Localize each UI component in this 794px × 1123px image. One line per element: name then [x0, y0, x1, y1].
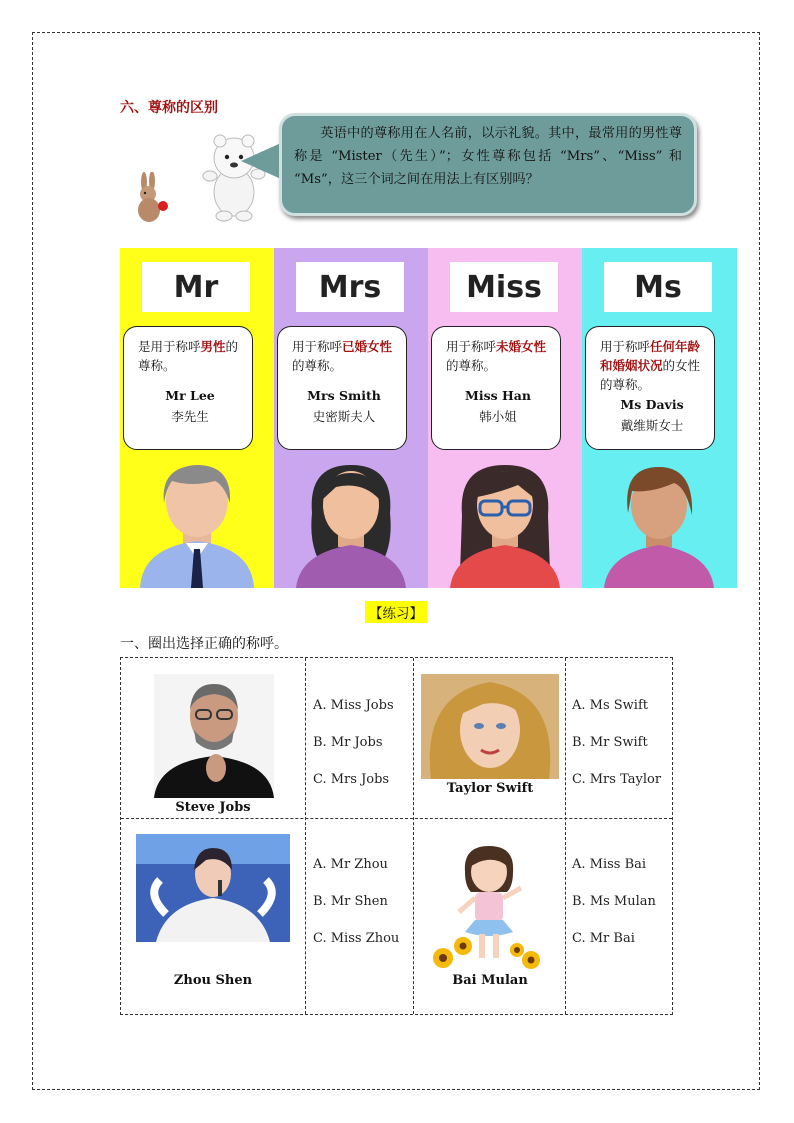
option-a[interactable]: A. Mr Zhou — [313, 857, 388, 872]
person-name: Zhou Shen — [173, 973, 253, 988]
title-sign: Ms — [604, 262, 712, 312]
intro-text: 英语中的尊称用在人名前，以示礼貌。其中，最常用的男性尊称是 “Mister（先生）”；女性尊称包括 “Mrs”、“Miss” 和 “Ms”，这三个词之间在用法上有区别吗？ — [294, 126, 682, 187]
desc-text: 的尊称。 — [446, 358, 497, 373]
option-c[interactable]: C. Mrs Jobs — [313, 772, 390, 787]
option-b[interactable]: B. Mr Swift — [572, 735, 648, 750]
title-sign: Mr — [142, 262, 250, 312]
practice-grid — [120, 657, 673, 1015]
definition-card — [585, 326, 715, 450]
person-name: Bai Mulan — [452, 973, 528, 988]
answer-options — [572, 846, 656, 957]
desc-text: 用于称呼 — [292, 339, 343, 354]
option-b[interactable]: B. Mr Shen — [313, 894, 388, 909]
option-c[interactable]: C. Mrs Taylor — [572, 772, 662, 787]
man-avatar — [120, 453, 274, 588]
example-en: Miss Han — [464, 388, 531, 403]
option-c[interactable]: C. Miss Zhou — [313, 931, 400, 946]
desc-text: 的女性的尊称。 — [600, 358, 701, 392]
example-en: Ms Davis — [620, 397, 684, 412]
title-sign: Miss — [450, 262, 558, 312]
person-name: Taylor Swift — [446, 781, 534, 796]
desc-highlight: 已婚女性 — [342, 339, 393, 354]
desc-text: 的尊称。 — [292, 358, 343, 373]
woman-avatar — [582, 453, 736, 588]
practice-label: 【练习】 — [365, 601, 427, 623]
option-a[interactable]: A. Ms Swift — [572, 698, 648, 713]
bai-mulan-illustration — [429, 842, 547, 972]
answer-options — [313, 846, 399, 957]
option-b[interactable]: B. Mr Jobs — [313, 735, 383, 750]
panel-mrs — [274, 248, 428, 588]
answer-options — [313, 687, 394, 798]
example-cn: 戴维斯女士 — [620, 418, 684, 433]
definition-card — [277, 326, 407, 450]
example-en: Mr Lee — [165, 388, 215, 403]
definition-card — [431, 326, 561, 450]
option-b[interactable]: B. Ms Mulan — [572, 894, 656, 909]
section-title: 六、尊称的区别 — [120, 100, 218, 116]
panel-mr — [120, 248, 274, 588]
option-a[interactable]: A. Miss Jobs — [313, 698, 394, 713]
desc-text: 用于称呼 — [446, 339, 497, 354]
intro-speech-bubble — [279, 113, 697, 216]
desc-highlight: 男性 — [200, 339, 226, 354]
zhou-shen-photo — [136, 834, 290, 942]
desc-text: 的尊称。 — [138, 339, 239, 373]
desc-highlight: 任何年龄和婚姻状况 — [600, 339, 701, 373]
unmarried-woman-avatar — [428, 453, 582, 588]
panel-ms — [582, 248, 737, 588]
example-cn: 李先生 — [171, 409, 209, 424]
person-name: Steve Jobs — [175, 800, 251, 815]
taylor-swift-photo — [421, 674, 559, 779]
answer-options — [572, 687, 661, 798]
example-en: Mrs Smith — [307, 388, 381, 403]
speech-bubble-tail — [241, 143, 281, 179]
question-1-instruction: 一、圈出选择正确的称呼。 — [120, 636, 288, 652]
example-cn: 韩小姐 — [479, 409, 517, 424]
definition-card — [123, 326, 253, 450]
example-cn: 史密斯夫人 — [312, 409, 376, 424]
rabbit-illustration — [130, 172, 172, 224]
married-woman-avatar — [274, 453, 428, 588]
desc-text: 是用于称呼 — [138, 339, 201, 354]
panel-miss — [428, 248, 582, 588]
option-c[interactable]: C. Mr Bai — [572, 931, 635, 946]
desc-highlight: 未婚女性 — [496, 339, 547, 354]
steve-jobs-photo — [154, 674, 274, 798]
option-a[interactable]: A. Miss Bai — [572, 857, 647, 872]
title-sign: Mrs — [296, 262, 404, 312]
desc-text: 用于称呼 — [600, 339, 651, 354]
